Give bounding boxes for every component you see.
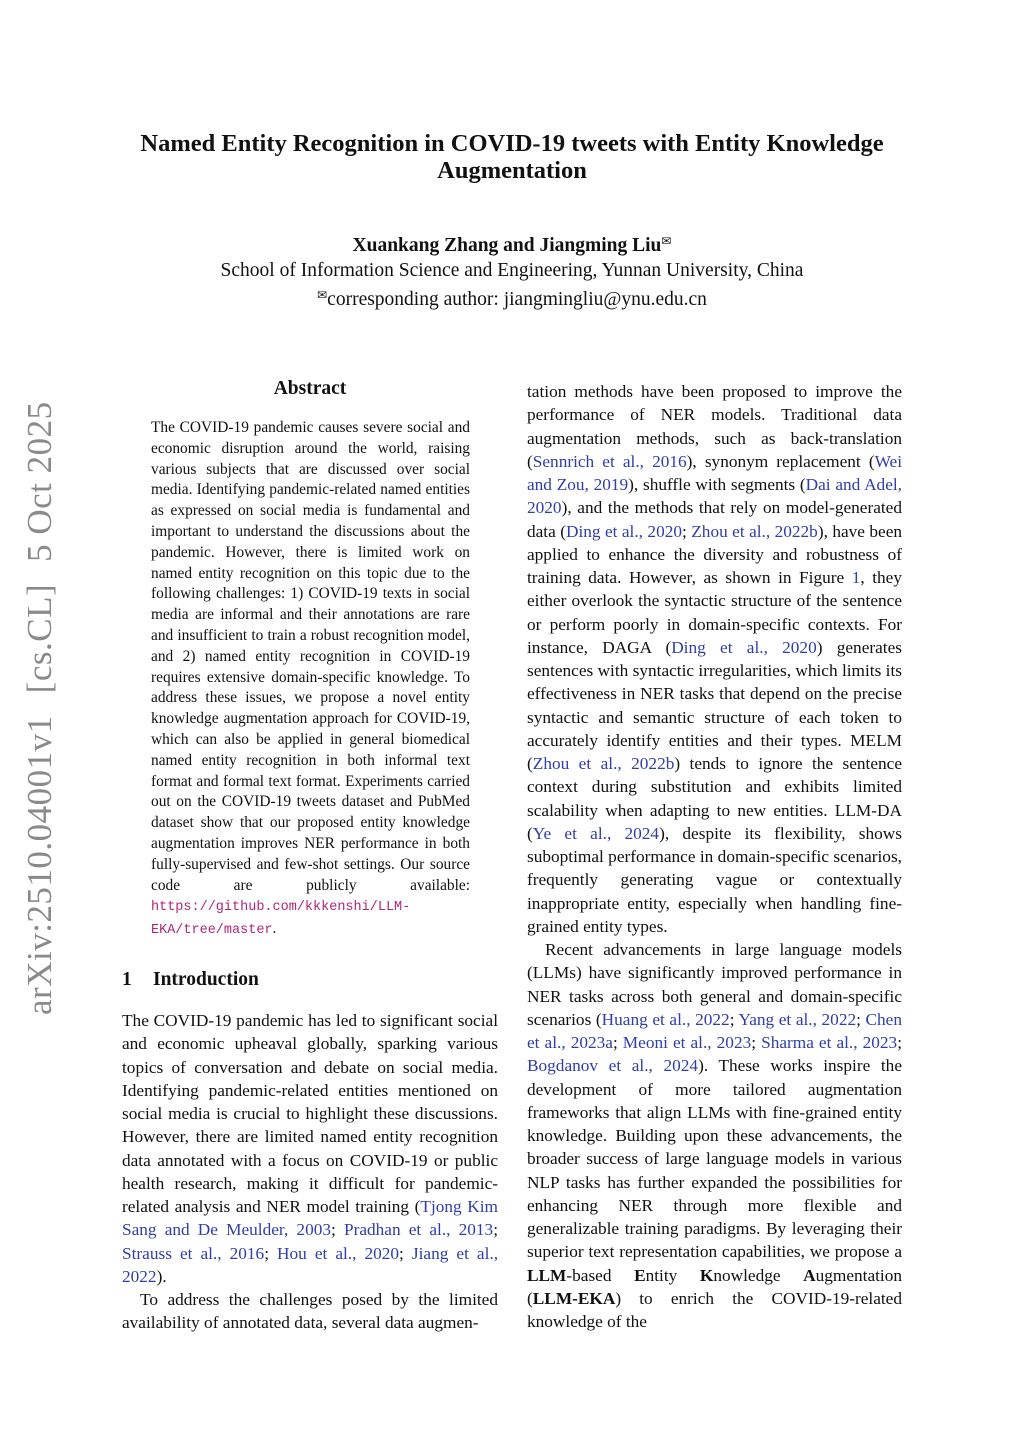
- citation-link[interactable]: Zhou et al., 2022b: [691, 521, 818, 541]
- citation-link[interactable]: Sennrich et al., 2016: [532, 451, 687, 471]
- citation-link[interactable]: Hou et al., 2020: [277, 1243, 400, 1263]
- corresponding-author: corresponding author: jiangmingliu@ynu.edu.cn: [327, 289, 707, 310]
- figure-ref-link[interactable]: 1: [851, 568, 861, 587]
- intro-paragraph-2: To address the challenges posed by the limited availability of annotated data, several data augmen-: [122, 1290, 498, 1333]
- citation-link[interactable]: Huang et al., 2022: [601, 1009, 730, 1029]
- citation-link[interactable]: Pradhan et al., 2013: [343, 1220, 494, 1240]
- title-line-2: Augmentation: [437, 157, 587, 184]
- arxiv-sidebar: [12, 401, 68, 1015]
- intro-paragraph-1: The COVID-19 pandemic has led to significant social and economic upheaval globally, sparking various topics of conversation and debate on social media. Identifying pandemic-related entities mentioned on social media is crucial to highlight these discussions. However, there are limited named entity recognition data annotated with a focus on COVID-19 or public health research, making it difficult for pandemic-related analysis and NER model training (Tjong Kim Sang and De Meulder, 2003; Pradhan et al., 2013; Strauss et al., 2016; Hou et al., 2020; Jiang et al., 2022).: [122, 1011, 499, 1286]
- arxiv-id: arXiv:2510.04001v1: [20, 715, 59, 1015]
- citation-link[interactable]: Dai and Adel, 2020: [527, 475, 902, 518]
- author-block: [100, 229, 924, 313]
- citation-link[interactable]: Zhou et al., 2022b: [532, 754, 675, 773]
- arxiv-category: [cs.CL]: [20, 583, 59, 694]
- source-code-link[interactable]: https://github.com/kkkenshi/LLM-EKA/tree/master: [151, 900, 411, 939]
- citation-link[interactable]: Yang et al., 2022: [738, 1009, 857, 1029]
- citation-link[interactable]: Meoni et al., 2023: [622, 1033, 752, 1052]
- arxiv-date: 5 Oct 2025: [20, 401, 59, 562]
- citation-link[interactable]: Sharma et al., 2023: [761, 1033, 898, 1052]
- citation-link[interactable]: Ding et al., 2020: [565, 521, 682, 541]
- citation-link[interactable]: Strauss et al., 2016: [122, 1243, 265, 1263]
- citation-link[interactable]: Bogdanov et al., 2024: [527, 1056, 699, 1076]
- right-column-body: [527, 380, 902, 1333]
- section-title: Introduction: [153, 969, 259, 990]
- abstract-heading: Abstract: [273, 378, 347, 399]
- section-number: 1: [122, 969, 132, 990]
- citation-link[interactable]: Wei and Zou, 2019: [527, 451, 902, 494]
- section-heading-introduction: [122, 969, 259, 991]
- citation-link[interactable]: Ding et al., 2020: [671, 637, 817, 657]
- affiliation: School of Information Science and Engineering, Yunnan University, China: [220, 259, 804, 281]
- intro-paragraph-3: Recent advancements in large language models (LLMs) have significantly improved performance in NER tasks across both general and domain-specific scenarios (Huang et al., 2022; Yang et al., 2022; Chen et al., 2023a; Meoni et al., 2023; Sharma et al., 2023; Bogdanov et al., 2024). These works inspire the development of more tailored augmentation frameworks that align LLMs with fine-grained entity knowledge. Building upon these advancements, the broader success of large language models in various NLP tasks has further expanded the possibilities for enhancing NER through more flexible and generalizable training paradigms. By leveraging their superior text representation capabilities, we propose a LLM-based Entity Knowledge Augmentation (LLM-EKA) to enrich the COVID-19-related knowledge of the: [527, 940, 903, 1331]
- citation-link[interactable]: Jiang et al., 2022: [122, 1243, 499, 1286]
- paper-title: [100, 130, 924, 184]
- intro-paragraph-2-continued: tation methods have been proposed to improve the performance of NER models. Traditional data augmentation methods, such as back-translation (Sennrich et al., 2016), synonym replacement (Wei and Zou, 2019), shuffle with segments (Dai and Adel, 2020), and the methods that rely on model-generated data (Ding et al., 2020; Zhou et al., 2022b), have been applied to enhance the diversity and robustness of training data. However, as shown in Figure 1, they either overlook the syntactic structure of the sentence or perform poorly in domain-specific contexts. For instance, DAGA (Ding et al., 2020) generates sentences with syntactic irregularities, which limits its effectiveness in NER tasks that depend on the precise syntactic and semantic structure of each token to accurately identify entities and their types. MELM (Zhou et al., 2022b) tends to ignore the sentence context during substitution and exhibits limited scalability when adapting to new entities. LLM-DA (Ye et al., 2024), despite its flexibility, shows suboptimal performance in domain-specific scenarios, frequently generating vague or contextually inappropriate entity, especially when handling fine-grained entity types.: [527, 382, 903, 936]
- abstract-text: The COVID-19 pandemic causes severe social and economic disruption around the world, raising various subjects that are discussed over social media. Identifying pandemic-related named entities as expressed on social media is fundamental and important to understand the discussions about the pandemic. However, there is limited work on named entity recognition on this topic due to the following challenges: 1) COVID-19 texts in social media are informal and their annotations are rare and insufficient to train a robust recognition model, and 2) named entity recognition in COVID-19 requires extensive domain-specific knowledge. To address these issues, we propose a novel entity knowledge augmentation approach for COVID-19, which can also be applied in general biomedical named entity recognition in both informal text format and formal text format. Experiments carried out on the COVID-19 tweets dataset and PubMed dataset show that our proposed entity knowledge augmentation improves NER performance in both fully-supervised and few-shot settings. Our source code are publicly available:: [151, 419, 470, 894]
- envelope-icon: ✉: [317, 288, 328, 302]
- envelope-icon: ✉: [661, 234, 672, 248]
- citation-link[interactable]: Tjong Kim Sang and De Meulder, 2003: [122, 1197, 498, 1240]
- citation-link[interactable]: Chen et al., 2023a: [527, 1009, 902, 1052]
- author-names: Xuankang Zhang and Jiangming Liu: [352, 235, 662, 256]
- title-line-1: Named Entity Recognition in COVID-19 tweets with Entity Knowledge: [140, 130, 884, 157]
- left-column-body: [122, 1009, 498, 1335]
- abstract-body: The COVID-19 pandemic causes severe social and economic disruption around the world, raising various subjects that are discussed over social media. Identifying pandemic-related named entities as expressed on social media is fundamental and important to understand the discussions about the pandemic. However, there is limited work on named entity recognition on this topic due to the following challenges: 1) COVID-19 texts in social media are informal and their annotations are rare and insufficient to train a robust recognition model, and 2) named entity recognition in COVID-19 requires extensive domain-specific knowledge. To address these issues, we propose a novel entity knowledge augmentation approach for COVID-19, which can also be applied in general biomedical named entity recognition in both informal text format and formal text format. Experiments carried out on the COVID-19 tweets dataset and PubMed dataset show that our proposed entity knowledge augmentation improves NER performance in both fully-supervised and few-shot settings. Our source code are publicly available: https://github.com/kkkenshi/LLM-EKA/tree/master.: [151, 419, 470, 939]
- citation-link[interactable]: Ye et al., 2024: [532, 823, 660, 843]
